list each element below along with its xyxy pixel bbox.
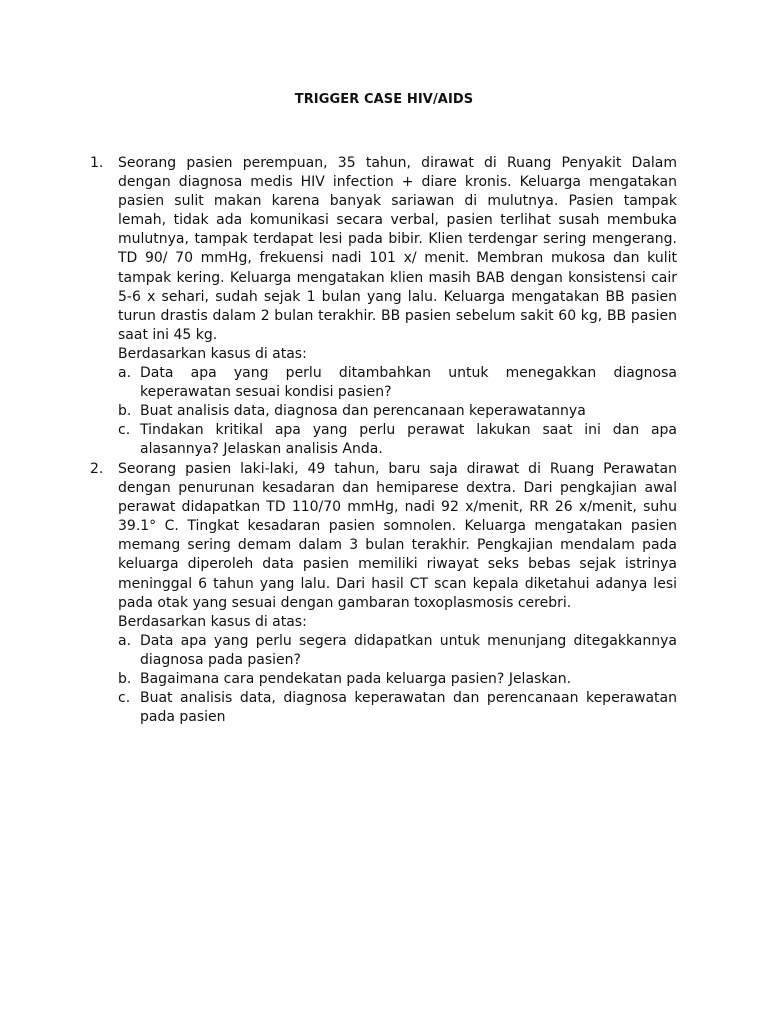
case-body bbox=[118, 154, 677, 460]
question-letter: a. bbox=[118, 365, 132, 382]
question-item bbox=[118, 632, 677, 670]
case-question-lead: Berdasarkan kasus di atas: bbox=[118, 613, 307, 630]
question-letter: c. bbox=[118, 690, 131, 707]
question-text: Buat analisis data, diagnosa keperawatan dan perencanaan keperawatan pada pasien bbox=[140, 690, 677, 726]
question-list bbox=[118, 632, 677, 727]
question-item bbox=[118, 689, 677, 727]
question-text: Tindakan kritikal apa yang perlu perawat lakukan saat ini dan apa alasannya? Jelaskan analisis Anda. bbox=[140, 422, 677, 458]
question-letter: c. bbox=[118, 422, 131, 439]
question-letter: a. bbox=[118, 632, 132, 649]
question-text: Buat analisis data, diagnosa dan perencanaan keperawatannya bbox=[140, 403, 586, 420]
question-item bbox=[118, 402, 677, 421]
question-letter: b. bbox=[118, 671, 132, 688]
case-item-2 bbox=[90, 460, 677, 727]
case-number: 1. bbox=[90, 155, 104, 171]
case-number: 2. bbox=[90, 461, 104, 477]
case-question-lead: Berdasarkan kasus di atas: bbox=[118, 345, 307, 362]
case-description: Seorang pasien perempuan, 35 tahun, dirawat di Ruang Penyakit Dalam dengan diagnosa medis HIV infection + diare kronis. Keluarga mengatakan pasien sulit makan karena banyak sariawan di mulutnya. Pasien tampak lemah, tidak ada komunikasi secara verbal, pasien terlihat susah membuka mulutnya, tampak terdapat lesi pada bibir. Klien terdengar sering mengerang. TD 90/ 70 mmHg, frekuensi nadi 101 x/ menit. Membran mukosa dan kulit tampak kering. Keluarga mengatakan klien masih BAB dengan konsistensi cair 5-6 x sehari, sudah sejak 1 bulan yang lalu. Keluarga mengatakan BB pasien turun drastis dalam 2 bulan terakhir. BB pasien sebelum sakit 60 kg, BB pasien saat ini 45 kg. bbox=[118, 155, 677, 343]
question-letter: b. bbox=[118, 403, 132, 420]
document-title: TRIGGER CASE HIV/AIDS bbox=[294, 92, 474, 107]
case-body bbox=[118, 460, 677, 727]
question-text: Bagaimana cara pendekatan pada keluarga pasien? Jelaskan. bbox=[140, 671, 572, 688]
question-text: Data apa yang perlu ditambahkan untuk menegakkan diagnosa keperawatan sesuai kondisi pasien? bbox=[140, 365, 677, 401]
question-item bbox=[118, 670, 677, 689]
question-item bbox=[118, 364, 677, 402]
case-item-1 bbox=[90, 154, 677, 460]
question-list bbox=[118, 364, 677, 459]
question-text: Data apa yang perlu segera didapatkan untuk menunjang ditegakkannya diagnosa pada pasien? bbox=[140, 632, 677, 668]
case-description: Seorang pasien laki-laki, 49 tahun, baru saja dirawat di Ruang Perawatan dengan penurunan kesadaran dan hemiparese dextra. Dari pengkajian awal perawat didapatkan TD 110/70 mmHg, nadi 92 x/menit, RR 26 x/menit, suhu 39.1° C. Tingkat kesadaran pasien somnolen. Keluarga mengatakan pasien memang sering demam dalam 3 bulan terakhir. Pengkajian mendalam pada keluarga diperoleh data pasien memiliki riwayat seks bebas sejak istrinya meninggal 6 tahun yang lalu. Dari hasil CT scan kepala diketahui adanya lesi pada otak yang sesuai dengan gambaran toxoplasmosis cerebri. bbox=[118, 461, 677, 611]
question-item bbox=[118, 421, 677, 459]
